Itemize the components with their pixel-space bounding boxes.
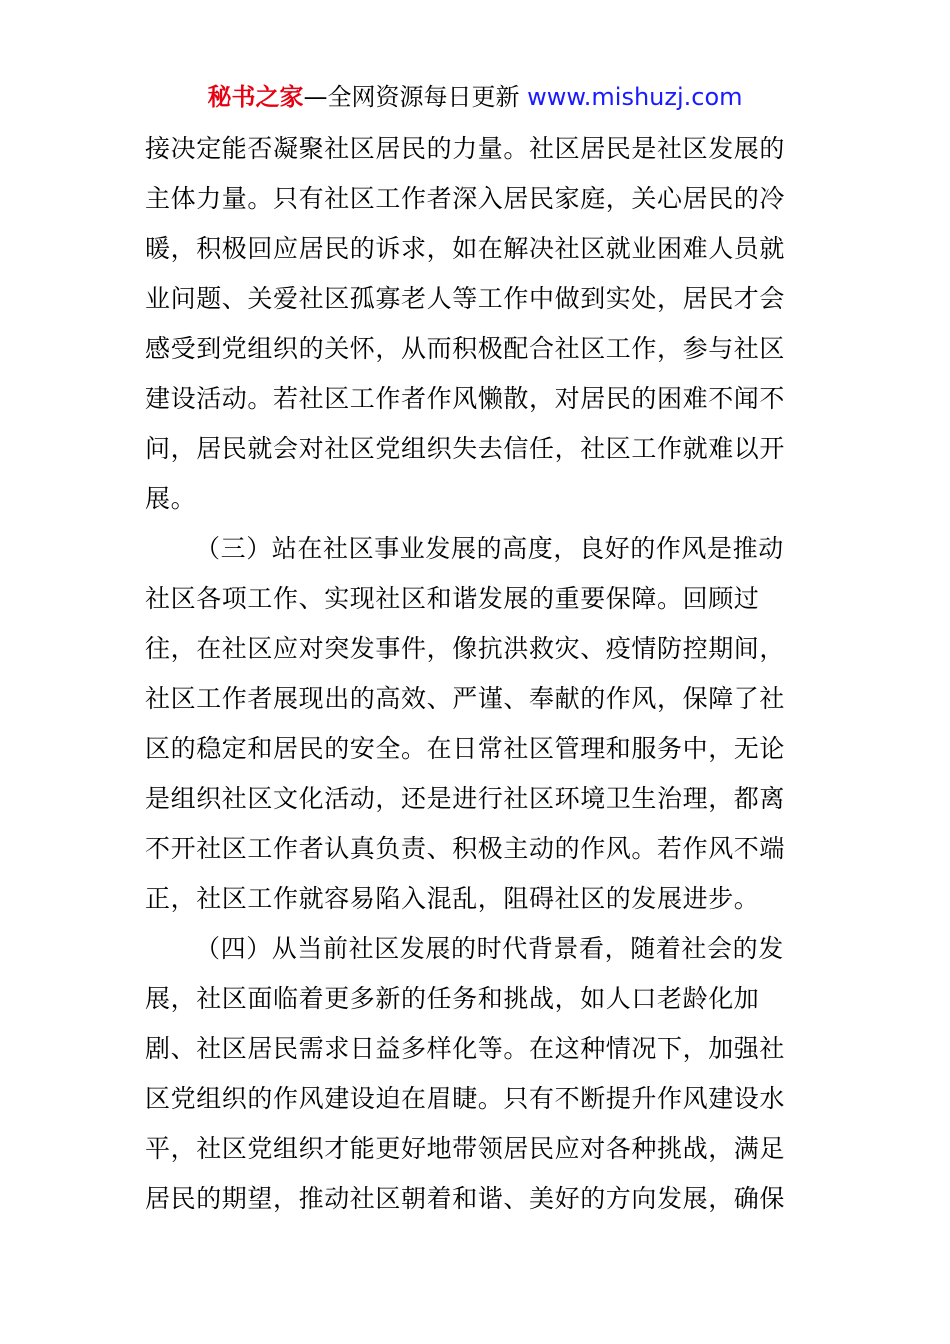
text-line: 暖，积极回应居民的诉求，如在解决社区就业困难人员就 (145, 234, 786, 263)
text-line: 剧、社区居民需求日益多样化等。在这种情况下，加强社 (145, 1034, 786, 1063)
text-line: 往，在社区应对突发事件，像抗洪救灾、疫情防控期间， (145, 634, 786, 663)
text-line: 问，居民就会对社区党组织失去信任，社区工作就难以开 (145, 434, 786, 463)
text-line: 接决定能否凝聚社区居民的力量。社区居民是社区发展的 (145, 134, 786, 163)
text-line: 区的稳定和居民的安全。在日常社区管理和服务中，无论 (145, 734, 786, 763)
text-line: 感受到党组织的关怀，从而积极配合社区工作，参与社区 (145, 334, 786, 363)
text-line: 区党组织的作风建设迫在眉睫。只有不断提升作风建设水 (145, 1084, 786, 1113)
text-line: 不开社区工作者认真负责、积极主动的作风。若作风不端 (145, 834, 786, 863)
site-brand: 秘书之家 (207, 83, 304, 111)
text-line: 展。 (145, 484, 197, 513)
text-line: 业问题、关爱社区孤寡老人等工作中做到实处，居民才会 (145, 284, 786, 313)
site-tagline: —全网资源每日更新 (303, 83, 520, 111)
document-body (145, 124, 810, 1224)
site-url-link[interactable]: www.mishuzj.com (527, 83, 743, 111)
text-line: 社区各项工作、实现社区和谐发展的重要保障。回顾过 (145, 584, 760, 613)
text-line: 平，社区党组织才能更好地带领居民应对各种挑战，满足 (145, 1134, 786, 1163)
text-line: 居民的期望，推动社区朝着和谐、美好的方向发展，确保 (145, 1184, 786, 1213)
text-line: （四）从当前社区发展的时代背景看，随着社会的发 (195, 934, 784, 963)
text-line: 主体力量。只有社区工作者深入居民家庭，关心居民的冷 (145, 184, 786, 213)
page-header (0, 80, 950, 114)
text-line: （三）站在社区事业发展的高度，良好的作风是推动 (195, 534, 784, 563)
text-line: 社区工作者展现出的高效、严谨、奉献的作风，保障了社 (145, 684, 786, 713)
text-line: 是组织社区文化活动，还是进行社区环境卫生治理，都离 (145, 784, 786, 813)
text-line: 正，社区工作就容易陷入混乱，阻碍社区的发展进步。 (145, 884, 760, 913)
text-line: 展，社区面临着更多新的任务和挑战，如人口老龄化加 (145, 984, 760, 1013)
text-line: 建设活动。若社区工作者作风懒散，对居民的困难不闻不 (145, 384, 786, 413)
